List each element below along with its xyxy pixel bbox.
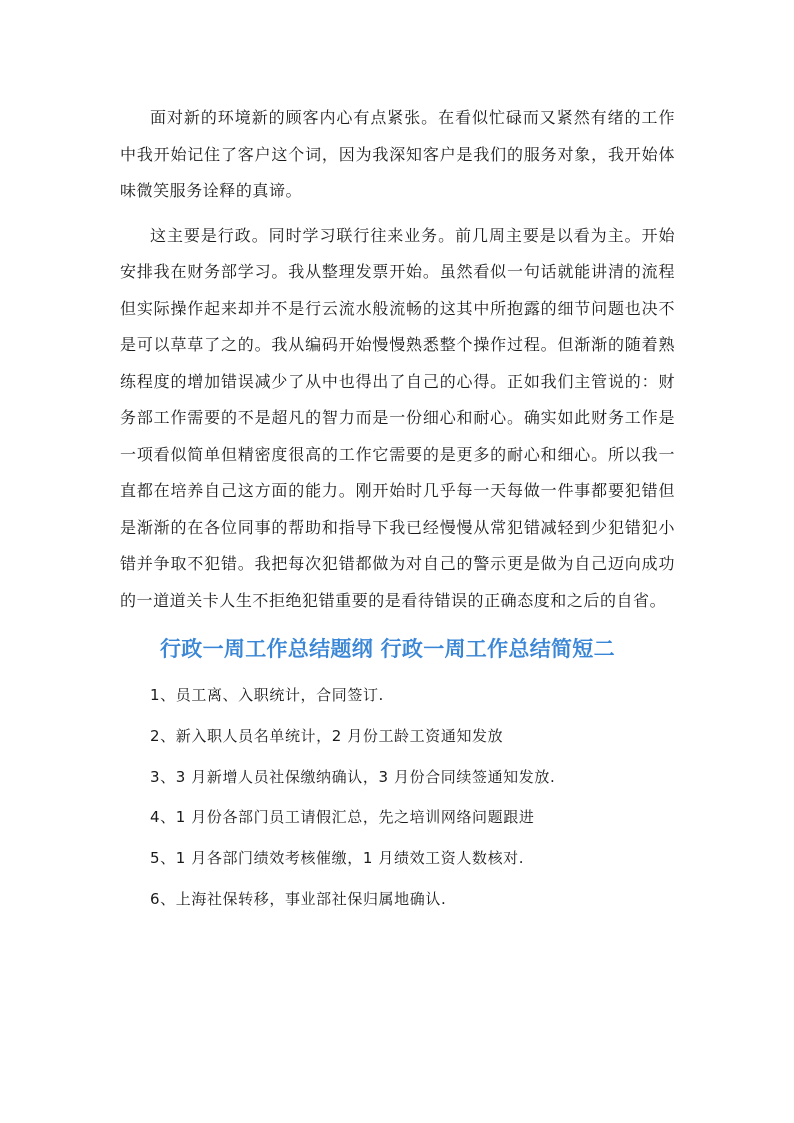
paragraph-main: 这主要是行政。同时学习联行往来业务。前几周主要是以看为主。开始安排我在财务部学习。我从整理发票开始。虽然看似一句话就能讲清的流程但实际操作起来却并不是行云流水般流畅的这其中所抱露的细节问题也决不是可以草草了之的。我从编码开始慢慢熟悉整个操作过程。但渐渐的随着熟练程度的增加错误减少了从中也得出了自己的心得。正如我们主管说的：财务部工作需要的不是超凡的智力而是一份细心和耐心。确实如此财务工作是一项看似简单但精密度很高的工作它需要的是更多的耐心和细心。所以我一直都在培养自己这方面的能力。刚开始时几乎每一天每做一件事都要犯错但是渐渐的在各位同事的帮助和指导下我已经慢慢从常犯错减轻到少犯错犯小错并争取不犯错。我把每次犯错都做为对自己的警示更是做为自己迈向成功的一道道关卡人生不拒绝犯错重要的是看待错误的正确态度和之后的自省。: [120, 225, 675, 610]
list-item: 1、员工离、入职统计，合同签订.: [150, 686, 384, 704]
document-body: [120, 100, 675, 920]
paragraph-intro: 面对新的环境新的顾客内心有点紧张。在看似忙碌而又紧然有绪的工作中我开始记住了客户这个词，因为我深知客户是我们的服务对象，我开始体味微笑服务诠释的真谛。: [120, 108, 675, 200]
list-item: 5、1 月各部门绩效考核催缴，1 月绩效工资人数核对.: [150, 849, 525, 868]
list-item: 6、上海社保转移，事业部社保归属地确认.: [150, 889, 447, 908]
list-item: 2、新入职人员名单统计，2 月份工龄工资通知发放: [150, 726, 504, 745]
task-list: [120, 675, 675, 920]
section-heading: 行政一周工作总结题纲 行政一周工作总结简短二: [160, 637, 615, 661]
list-item: 3、3 月新增人员社保缴纳确认，3 月份合同续签通知发放.: [150, 767, 556, 786]
list-item: 4、1 月份各部门员工请假汇总，先之培训网络问题跟进: [150, 808, 535, 827]
